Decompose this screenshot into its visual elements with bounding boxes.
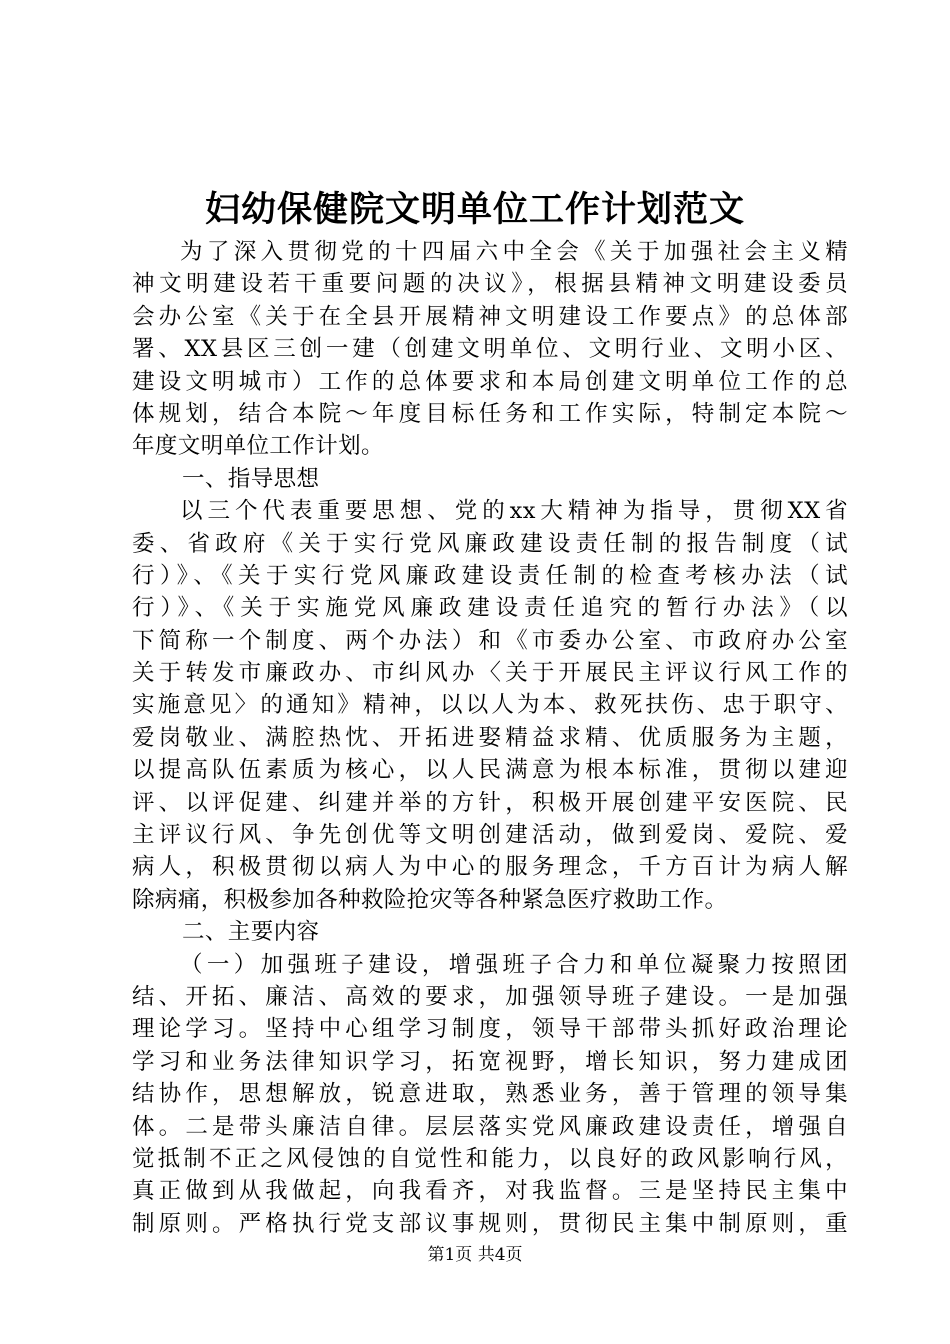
text-line: 神文明建设若干重要问题的决议》，根据县精神文明建设委员 — [132, 271, 848, 298]
text-line: 会办公室《关于在全县开展精神文明建设工作要点》的总体部 — [132, 303, 848, 330]
text-line: 建设文明城市）工作的总体要求和本局创建文明单位工作的总 — [132, 368, 848, 395]
text-line: 理论学习。坚持中心组学习制度，领导干部带头抓好政治理论 — [132, 1016, 848, 1043]
document-title: 妇幼保健院文明单位工作计划范文 — [204, 189, 745, 230]
document-body — [132, 236, 848, 1240]
section-heading: 二、主要内容 — [182, 919, 320, 946]
text-line: 关于转发市廉政办、市纠风办〈关于开展民主评议行风工作的 — [132, 660, 848, 687]
text-line: 以三个代表重要思想、党的xx大精神为指导，贯彻XX省 — [180, 498, 848, 525]
text-line: 评、以评促建、纠建并举的方针，积极开展创建平安医院、民 — [132, 789, 848, 816]
text-line: 行）》、《关于实施党风廉政建设责任追究的暂行办法》（以 — [132, 595, 848, 622]
section-heading: 一、指导思想 — [182, 465, 320, 492]
text-line: 体。二是带头廉洁自律。层层落实党风廉政建设责任，增强自 — [132, 1113, 848, 1140]
text-line: 署、XX县区三创一建（创建文明单位、文明行业、文明小区、 — [132, 336, 848, 363]
text-line: 以提高队伍素质为核心，以人民满意为根本标准，贯彻以建迎 — [132, 757, 848, 784]
text-line: 真正做到从我做起，向我看齐，对我监督。三是坚持民主集中 — [132, 1178, 848, 1205]
text-line: 制原则。严格执行党支部议事规则，贯彻民主集中制原则，重 — [132, 1210, 848, 1237]
text-line: 委、省政府《关于实行党风廉政建设责任制的报告制度（试 — [132, 530, 848, 557]
text-line: 爱岗敬业、满腔热忱、开拓进娶精益求精、优质服务为主题， — [132, 724, 848, 751]
text-line: 年度文明单位工作计划。 — [132, 433, 384, 460]
text-line: 主评议行风、争先创优等文明创建活动，做到爱岗、爱院、爱 — [132, 822, 848, 849]
text-line: 觉抵制不正之风侵蚀的自觉性和能力，以良好的政风影响行风， — [132, 1145, 848, 1172]
page-footer: 第1页 共4页 — [427, 1245, 523, 1265]
text-line: 学习和业务法律知识学习，拓宽视野，增长知识，努力建成团 — [132, 1048, 848, 1075]
text-line: 病人，积极贯彻以病人为中心的服务理念，千方百计为病人解 — [132, 854, 848, 881]
text-line: 体规划，结合本院～年度目标任务和工作实际，特制定本院～ — [132, 400, 848, 427]
text-line: 下简称一个制度、两个办法）和《市委办公室、市政府办公室 — [132, 627, 848, 654]
text-line: 结协作，思想解放，锐意进取，熟悉业务，善于管理的领导集 — [132, 1081, 848, 1108]
text-line: 为了深入贯彻党的十四届六中全会《关于加强社会主义精 — [180, 239, 848, 265]
text-line: 除病痛，积极参加各种救险抢灾等各种紧急医疗救助工作。 — [132, 886, 728, 913]
text-line: （一）加强班子建设，增强班子合力和单位凝聚力按照团 — [180, 951, 848, 978]
text-line: 行）》、《关于实行党风廉政建设责任制的检查考核办法（试 — [132, 562, 848, 589]
text-line: 结、开拓、廉洁、高效的要求，加强领导班子建设。一是加强 — [132, 983, 848, 1010]
text-line: 实施意见〉的通知》精神，以以人为本、救死扶伤、忠于职守、 — [132, 692, 848, 719]
